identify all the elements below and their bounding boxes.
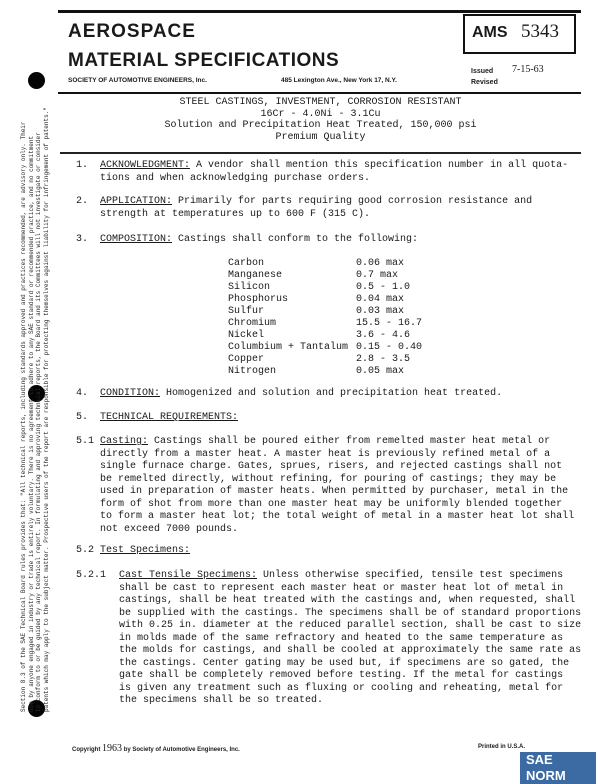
element-name: Nitrogen	[228, 366, 277, 377]
section-text: the molds for castings, and shall be cooled at approximately the same rate as	[119, 645, 582, 656]
section-test-specimens	[100, 545, 190, 558]
element-name: Silicon	[228, 282, 271, 293]
element-value: 0.05 max	[356, 366, 405, 377]
ams-label: AMS	[472, 24, 508, 41]
sae-norm-logo	[508, 752, 596, 783]
section-condition	[100, 388, 502, 401]
section-number: 5.2	[76, 545, 95, 556]
copyright-suffix: by Society of Automotive Engineers, Inc.	[123, 747, 240, 753]
footer-printed: Printed in U.S.A.	[478, 744, 526, 750]
logo-text: SAE NORM	[520, 752, 596, 784]
header-title-aerospace: AEROSPACE	[68, 21, 196, 42]
element-value: 0.5 - 1.0	[356, 282, 411, 293]
element-name: Columbium + Tantalum	[228, 342, 349, 353]
section-text: be supplied with the castings. The specimens shall be of standard proportions	[119, 607, 582, 619]
section-application	[100, 196, 532, 221]
element-value: 3.6 - 4.6	[356, 330, 411, 341]
header-address: 485 Lexington Ave., New York 17, N.Y.	[281, 77, 397, 84]
section-number: 5.	[76, 412, 89, 423]
element-name: Sulfur	[228, 306, 265, 317]
issued-date: 7-15-63	[512, 64, 544, 75]
section-heading: Casting:	[100, 436, 149, 447]
section-text: used in preparation of master heats. When permitted by purchaser, metal in the	[100, 486, 569, 497]
section-technical-requirements	[100, 412, 238, 425]
element-name: Nickel	[228, 330, 265, 341]
section-text: form of shot from more than one master heat may be uniformly blended together	[100, 498, 563, 510]
element-name: Carbon	[228, 258, 265, 269]
ams-number-box	[463, 14, 576, 54]
element-value: 0.06 max	[356, 258, 405, 269]
section-number: 5.1	[76, 436, 95, 447]
header-title-material-specifications: MATERIAL SPECIFICATIONS	[68, 50, 340, 71]
ams-number: 5343	[521, 21, 559, 42]
section-text: strength at temperatures up to 600 F (315 C).	[100, 208, 371, 220]
section-composition	[100, 234, 418, 247]
element-value: 0.03 max	[356, 306, 405, 317]
legal-notice	[20, 72, 50, 712]
section-cast-tensile-specimens	[119, 570, 581, 708]
section-number: 2.	[76, 196, 89, 207]
section-heading: CONDITION:	[100, 388, 161, 399]
section-heading: ACKNOWLEDGMENT:	[100, 160, 191, 171]
title-separator	[60, 152, 581, 154]
element-value: 0.04 max	[356, 294, 405, 305]
issued-label: Issued	[471, 68, 494, 75]
element-name: Chromium	[228, 318, 277, 329]
section-number: 4.	[76, 388, 89, 399]
legal-line: patents which may apply to the subject matter. Prospective users of the report are responsible for protecting themselves against liability for infringement of patents."	[42, 107, 50, 712]
element-value: 0.15 - 0.40	[356, 342, 423, 353]
section-casting	[100, 436, 574, 536]
section-heading: APPLICATION:	[100, 196, 173, 207]
revised-label: Revised	[471, 79, 498, 86]
title-line: STEEL CASTINGS, INVESTMENT, CORROSION RESISTANT	[179, 97, 462, 108]
section-text: is given any treatment such as fluxing or cooling and reheating, metal for	[119, 682, 564, 694]
section-text: in molds made of the same refractory and heated to the same temperature as	[119, 632, 564, 644]
section-heading: COMPOSITION:	[100, 234, 173, 245]
legal-line: use by anyone engaged in industry or trade is entirely voluntary. There is no agreement to adhere to any SAE standard or recommended practice, and no commitment	[27, 135, 35, 712]
section-number: 1.	[76, 160, 89, 171]
section-text: Castings shall be poured either from remelted master heat metal or	[148, 436, 551, 447]
section-text: directly from a master heat. A master heat is previously refined metal of a	[100, 448, 551, 460]
footer-copyright	[72, 743, 240, 754]
document-title-block	[60, 94, 581, 154]
element-value: 0.7 max	[356, 270, 399, 281]
section-heading: TECHNICAL REQUIREMENTS:	[100, 412, 239, 423]
copyright-prefix: Copyright	[72, 747, 101, 753]
section-text: the specimens shall be so treated.	[119, 695, 324, 706]
section-text: to form a master heat lot; the total weight of metal in a master heat lot shall	[100, 511, 575, 522]
section-number: 3.	[76, 234, 89, 245]
section-text: Homogenized and solution and precipitation heat treated.	[160, 388, 503, 399]
section-text: be remelted directly, without refining, for pouring of castings; they may be	[100, 473, 557, 485]
legal-line: Section 8.3 of the SAE Technical Board rules provides that: "All technical reports, including standards approved and practices recommended, are advisory only. Their	[20, 121, 27, 712]
section-text: shall be cast to represent each master heat or master heat lot of metal in	[119, 582, 564, 594]
section-text: tions and when acknowledging purchase orders.	[100, 172, 371, 184]
element-name: Manganese	[228, 270, 283, 281]
section-text: gate shall be completely removed before testing. If the metal for castings	[119, 670, 564, 681]
section-heading: Cast Tensile Specimens:	[119, 570, 258, 581]
section-heading: Test Specimens:	[100, 545, 191, 556]
section-number: 5.2.1	[76, 570, 107, 581]
section-text: Castings shall conform to the following:	[172, 234, 419, 245]
section-text: not exceed 7000 pounds.	[100, 523, 239, 535]
section-text: A vendor shall mention this specification number in all quota-	[190, 160, 569, 171]
header-society: SOCIETY OF AUTOMOTIVE ENGINEERS, Inc.	[68, 77, 207, 84]
element-name: Phosphorus	[228, 294, 289, 305]
legal-line: to conform to or be guided by any technical report. In formulating and approving technical reports, the Board and its Committees will not investigate or consider	[35, 132, 42, 712]
section-text: single furnace charge. Gates, sprues, risers, and rejected castings shall not	[100, 461, 563, 472]
element-value: 2.8 - 3.5	[356, 354, 411, 365]
element-value: 15.5 - 16.7	[356, 318, 423, 329]
section-text: the castings. Center gating may be used but, if specimens are so gated, the	[119, 657, 570, 669]
copyright-year: 1963	[102, 743, 123, 754]
title-line: Premium Quality	[275, 131, 366, 143]
section-text: Unless otherwise specified, tensile test specimens	[257, 570, 564, 581]
section-text: Primarily for parts requiring good corrosion resistance and	[172, 196, 533, 207]
title-line: Solution and Precipitation Heat Treated, 150,000 psi	[164, 120, 477, 131]
section-acknowledgment	[100, 160, 568, 185]
section-text: with 0.25 in. diameter at the reduced parallel section, shall be cast to size	[119, 620, 582, 631]
header-rule-top	[58, 10, 581, 13]
element-name: Copper	[228, 354, 265, 365]
title-line: 16Cr - 4.0Ni - 3.1Cu	[260, 108, 381, 120]
section-text: castings, shall be heat treated with the castings and, when requested, shall	[119, 595, 576, 606]
